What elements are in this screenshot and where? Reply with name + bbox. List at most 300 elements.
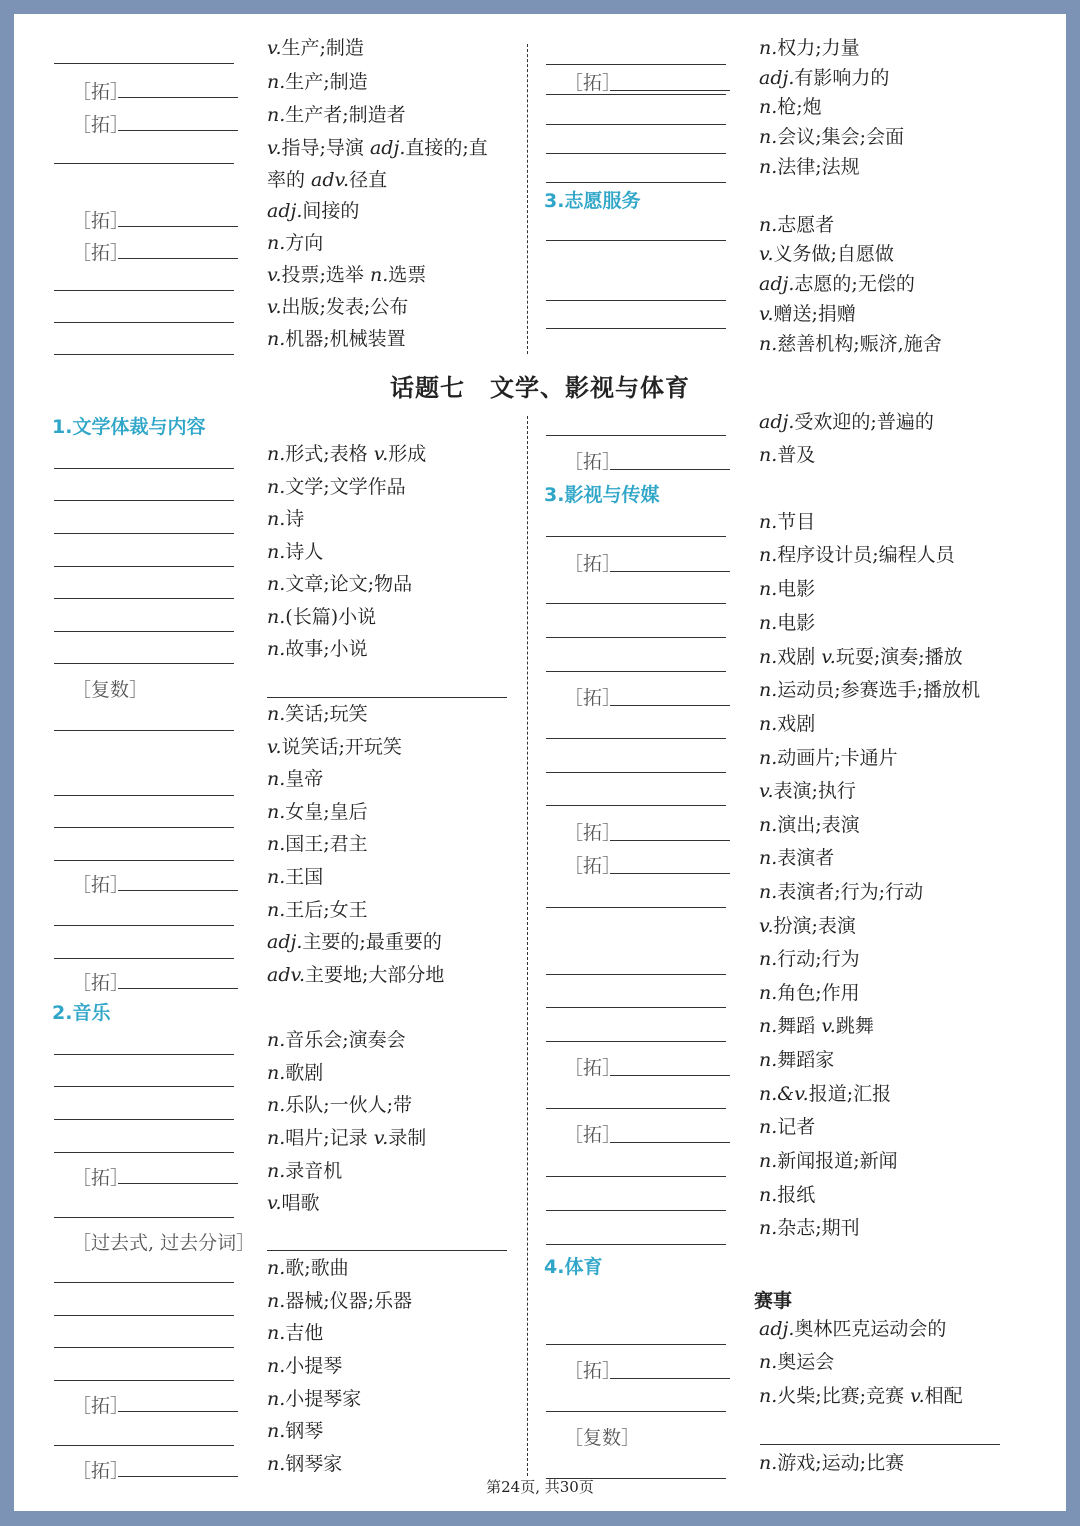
definition [267,32,364,64]
part-of-speech: adj. [267,200,303,222]
answer-blank[interactable] [118,226,238,227]
meaning: 电影 [777,612,816,634]
definition [759,910,856,942]
meaning: 文学;文学作品 [285,476,406,498]
meaning: 奥运会 [777,1351,835,1373]
subsection-events: 赛事 [754,1290,793,1312]
bracket-tag: ［拓］ [72,81,130,103]
definition [759,151,860,183]
meaning: 戏剧 [777,646,822,668]
bracket-tag: ［拓］ [72,874,130,896]
definition [267,1057,323,1089]
definition [759,573,815,605]
part-of-speech: n. [759,1184,778,1206]
answer-blank[interactable] [54,354,234,355]
part-of-speech: n. [267,573,286,595]
bracket-tag: ［拓］ [72,114,130,136]
answer-blank[interactable] [546,1478,726,1479]
bracket-tag: ［拓］ [564,1360,622,1382]
answer-blank[interactable] [54,860,234,861]
answer-blank[interactable] [118,1411,238,1412]
answer-blank[interactable] [546,1007,726,1008]
part-of-speech: v. [759,303,774,325]
definition [759,876,923,908]
meaning: 生产者;制造者 [285,104,406,126]
definition [759,406,934,438]
definition [267,259,426,291]
answer-blank[interactable] [546,1041,726,1042]
meaning: 主要的;最重要的 [302,931,442,953]
definition [267,471,406,503]
answer-blank-past[interactable] [267,1250,507,1251]
meaning: 音乐会;演奏会 [285,1029,406,1051]
definition [267,291,408,323]
answer-blank[interactable] [546,1176,726,1177]
meaning: 志愿者 [777,214,835,236]
worksheet-page [14,14,1066,1511]
answer-blank[interactable] [118,258,238,259]
answer-blank-plural[interactable] [760,1444,1000,1445]
definition [267,796,368,828]
meaning: 角色;作用 [777,982,860,1004]
meaning: 主要地;大部分地 [305,964,445,986]
part-of-speech: n. [759,881,778,903]
part-of-speech: n. [267,541,286,563]
definition [759,775,856,807]
definition [759,1313,946,1345]
part-of-speech: n. [759,847,778,869]
meaning: (长篇)小说 [285,606,377,628]
answer-blank[interactable] [54,663,234,664]
answer-blank[interactable] [546,772,726,773]
meaning: 钢琴 [285,1420,324,1442]
part-of-speech: n. [759,948,778,970]
meaning: 王国 [285,866,324,888]
answer-blank[interactable] [610,90,730,91]
definition [267,66,368,98]
answer-blank[interactable] [546,64,726,65]
definition [759,328,942,360]
definition [759,121,904,153]
definition [759,32,860,64]
answer-blank[interactable] [54,1119,234,1120]
part-of-speech: n. [759,1217,778,1239]
bracket-tag: ［拓］ [564,1124,622,1146]
meaning: 法律;法规 [777,156,860,178]
part-of-speech: v. [759,243,774,265]
definition [759,607,815,639]
meaning: 普及 [777,444,816,466]
part-of-speech: v. [267,1192,282,1214]
meaning: 方向 [285,232,324,254]
answer-blank[interactable] [546,240,726,241]
meaning: 形成 [388,443,427,465]
answer-blank[interactable] [610,469,730,470]
answer-blank[interactable] [54,1054,234,1055]
answer-blank[interactable] [54,468,234,469]
part-of-speech: n. [759,544,778,566]
answer-blank[interactable] [118,97,238,98]
definition [759,1078,891,1110]
bracket-tag: ［拓］ [72,242,130,264]
answer-blank[interactable] [54,1445,234,1446]
definition [759,209,834,241]
meaning: 投票;选举 [281,264,370,286]
answer-blank[interactable] [546,153,726,154]
part-of-speech: n. [759,646,778,668]
answer-blank[interactable] [610,571,730,572]
definition [267,1285,412,1317]
bracket-tag: ［拓］ [564,553,622,575]
definition [759,1044,834,1076]
answer-blank[interactable] [118,1476,238,1477]
answer-blank[interactable] [546,1411,726,1412]
definition [759,1346,834,1378]
answer-blank[interactable] [546,974,726,975]
part-of-speech: n. [759,214,778,236]
answer-blank[interactable] [54,795,234,796]
meaning: 指导;导演 [281,137,370,159]
meaning: 小提琴家 [285,1388,362,1410]
part-of-speech: adv. [311,169,350,191]
definition [759,539,955,571]
meaning: 女皇;皇后 [285,801,368,823]
definition [267,195,359,227]
answer-blank[interactable] [54,290,234,291]
answer-blank[interactable] [546,603,726,604]
part-of-speech: n. [759,578,778,600]
part-of-speech: v. [373,1127,389,1149]
meaning: 节目 [777,511,816,533]
answer-blank[interactable] [546,300,726,301]
part-of-speech: n. [267,638,286,660]
definition [267,503,304,535]
definition [267,1089,412,1121]
answer-blank[interactable] [54,925,234,926]
part-of-speech: n. [267,476,286,498]
answer-blank[interactable] [54,631,234,632]
definition [267,1383,361,1415]
bracket-tag: ［拓］ [564,1057,622,1079]
answer-blank[interactable] [118,1183,238,1184]
answer-blank[interactable] [546,671,726,672]
part-of-speech: n. [759,1150,778,1172]
part-of-speech: v. [267,264,282,286]
part-of-speech: n. [759,444,778,466]
meaning: 记者 [777,1116,816,1138]
answer-blank[interactable] [54,730,234,731]
meaning: 受欢迎的;普遍的 [794,411,934,433]
part-of-speech: n. [267,1257,286,1279]
meaning: 会议;集会;会面 [777,126,905,148]
answer-blank[interactable] [118,130,238,131]
answer-blank[interactable] [546,738,726,739]
answer-blank[interactable] [546,328,726,329]
part-of-speech: adj. [267,931,303,953]
meaning: 小提琴 [285,1355,343,1377]
column-divider-bottom [527,416,528,1476]
part-of-speech: n. [267,328,286,350]
section-music: 2.音乐 [52,1002,111,1024]
section-volunteer: 3.志愿服务 [544,190,641,212]
definition [759,708,815,740]
definition [759,809,860,841]
definition [759,1010,874,1042]
meaning: 皇帝 [285,768,324,790]
part-of-speech: adj. [759,411,795,433]
meaning: 器械;仪器;乐器 [285,1290,413,1312]
answer-blank[interactable] [54,958,234,959]
part-of-speech: n. [267,232,286,254]
definition [759,1111,815,1143]
answer-blank[interactable] [54,1152,234,1153]
meaning: 动画片;卡通片 [777,747,898,769]
answer-blank[interactable] [610,705,730,706]
meaning: 间接的 [302,200,360,222]
answer-blank[interactable] [54,1315,234,1316]
part-of-speech: v. [910,1385,925,1407]
definition [267,926,442,958]
meaning: 王后;女王 [285,899,368,921]
topic-title: 话题七 文学、影视与体育 [390,374,690,402]
definition [759,977,860,1009]
answer-blank[interactable] [54,322,234,323]
answer-blank[interactable] [54,1086,234,1087]
answer-blank[interactable] [610,873,730,874]
part-of-speech: n. [759,156,778,178]
answer-blank[interactable] [546,435,726,436]
definition [759,674,980,706]
meaning: 赠送;捐赠 [773,303,856,325]
meaning: 诗 [285,508,305,530]
meaning: 表演;执行 [773,780,856,802]
answer-blank[interactable] [546,805,726,806]
bracket-tag: ［拓］ [72,1167,130,1189]
answer-blank[interactable] [546,182,726,183]
bracket-tag: ［拓］ [564,687,622,709]
meaning: 运动员;参赛选手;播放机 [777,679,981,701]
part-of-speech: v. [267,296,282,318]
part-of-speech: n. [267,1355,286,1377]
meaning: 率的 [267,169,312,191]
part-of-speech: n. [759,612,778,634]
meaning: 舞蹈家 [777,1049,835,1071]
definition [267,1187,320,1219]
part-of-speech: n. [759,1452,778,1474]
section-literature: 1.文学体裁与内容 [52,416,206,438]
part-of-speech: n. [267,71,286,93]
definition [267,601,376,633]
meaning: 报纸 [777,1184,816,1206]
answer-blank[interactable] [54,500,234,501]
definition [759,943,860,975]
definition [267,99,406,131]
answer-blank[interactable] [546,907,726,908]
part-of-speech: n. [759,333,778,355]
meaning: 杂志;期刊 [777,1217,860,1239]
meaning: 说笑话;开玩笑 [281,736,402,758]
meaning: 故事;小说 [285,638,368,660]
answer-blank[interactable] [54,1217,234,1218]
meaning: 义务做;自愿做 [773,243,894,265]
meaning: 径直 [349,169,388,191]
meaning: 火柴;比赛;竞赛 [777,1385,911,1407]
meaning: 玩耍;演奏;播放 [835,646,963,668]
meaning: 戏剧 [777,713,816,735]
meaning: 国王;君主 [285,833,368,855]
meaning: 吉他 [285,1322,324,1344]
part-of-speech: n. [759,37,778,59]
definition [759,1145,898,1177]
answer-blank[interactable] [546,536,726,537]
meaning: 唱歌 [281,1192,320,1214]
definition [759,641,963,673]
definition [267,1448,342,1480]
meaning: 机器;机械装置 [285,328,406,350]
answer-blank[interactable] [54,598,234,599]
section-sports: 4.体育 [544,1256,603,1278]
part-of-speech: n. [267,1094,286,1116]
definition [267,1122,426,1154]
answer-blank[interactable] [546,124,726,125]
part-of-speech: n. [759,1015,778,1037]
answer-blank[interactable] [118,890,238,891]
answer-blank[interactable] [54,827,234,828]
meaning: 慈善机构;赈济,施舍 [777,333,942,355]
definition [759,91,822,123]
part-of-speech: n. [267,443,286,465]
part-of-speech: adj. [759,1318,795,1340]
bracket-tag: ［拓］ [564,855,622,877]
part-of-speech: n. [267,1160,286,1182]
part-of-speech: adj. [759,67,795,89]
bracket-tag: ［拓］ [72,210,130,232]
part-of-speech: v. [267,37,282,59]
answer-blank[interactable] [54,533,234,534]
meaning: 表演者 [777,847,835,869]
meaning: 权力;力量 [777,37,860,59]
meaning: 有影响力的 [794,67,890,89]
definition [267,438,426,470]
bracket-tag: ［拓］ [564,451,622,473]
definition [267,894,368,926]
part-of-speech: n. [759,679,778,701]
definition [759,1179,815,1211]
meaning: 志愿的;无偿的 [794,273,915,295]
definition [759,238,894,270]
answer-blank[interactable] [610,1378,730,1379]
meaning: 录音机 [285,1160,343,1182]
definition [759,1380,963,1412]
definition [267,164,387,196]
part-of-speech: n. [267,1127,286,1149]
definition [267,959,444,991]
meaning: 程序设计员;编程人员 [777,544,955,566]
bracket-tag: ［拓］ [72,972,130,994]
answer-blank[interactable] [54,63,234,64]
definition [267,132,488,164]
meaning: 形式;表格 [285,443,374,465]
definition [267,1317,323,1349]
plural-tag: ［复数］ [564,1427,641,1449]
answer-blank[interactable] [118,988,238,989]
definition [267,763,323,795]
answer-blank[interactable] [610,1075,730,1076]
answer-blank[interactable] [610,1142,730,1143]
definition [267,1252,349,1284]
meaning: 乐队;一伙人;带 [285,1094,413,1116]
section-media: 3.影视与传媒 [544,484,660,506]
answer-blank[interactable] [54,163,234,164]
part-of-speech: n. [267,899,286,921]
part-of-speech: n. [759,747,778,769]
answer-blank[interactable] [546,1210,726,1211]
part-of-speech: n. [267,1290,286,1312]
definition [759,439,815,471]
column-divider-top [527,44,528,354]
definition [267,568,412,600]
answer-blank[interactable] [54,1282,234,1283]
bracket-tag: ［拓］ [564,822,622,844]
definition [267,323,406,355]
meaning: 舞蹈 [777,1015,822,1037]
bracket-tag: ［拓］ [72,1395,130,1417]
answer-blank[interactable] [546,637,726,638]
meaning: 出版;发表;公布 [281,296,409,318]
answer-blank[interactable] [54,566,234,567]
definition [759,742,898,774]
part-of-speech: n. [759,1049,778,1071]
answer-blank[interactable] [54,1347,234,1348]
meaning: 奥林匹克运动会的 [794,1318,947,1340]
part-of-speech: v. [821,1015,836,1037]
answer-blank[interactable] [54,1380,234,1381]
part-of-speech: n. [267,1029,286,1051]
definition [267,861,323,893]
answer-blank[interactable] [546,1244,726,1245]
part-of-speech: v. [759,780,774,802]
meaning: 选票 [388,264,427,286]
meaning: 扮演;表演 [773,915,856,937]
meaning: 报道;汇报 [808,1083,892,1105]
definition [267,1024,406,1056]
part-of-speech: n. [267,801,286,823]
part-of-speech: n. [759,713,778,735]
part-of-speech: n. [267,833,286,855]
meaning: 诗人 [285,541,324,563]
part-of-speech: n. [759,511,778,533]
definition [759,506,815,538]
part-of-speech: n. [267,866,286,888]
past-tense-tag: ［过去式, 过去分词］ [72,1232,256,1254]
part-of-speech: n. [759,126,778,148]
answer-blank[interactable] [546,1108,726,1109]
part-of-speech: n. [267,1062,286,1084]
definition [267,633,368,665]
meaning: 直接的;直 [405,137,488,159]
definition [759,268,915,300]
definition [759,1447,904,1479]
page-footer: 第24页, 共30页 [486,1478,594,1496]
part-of-speech: n. [267,606,286,628]
part-of-speech: n. [267,104,286,126]
bracket-tag: ［拓］ [72,1460,130,1482]
definition [759,1212,860,1244]
answer-blank[interactable] [546,1344,726,1345]
definition [267,1155,342,1187]
meaning: 钢琴家 [285,1453,343,1475]
answer-blank[interactable] [610,840,730,841]
